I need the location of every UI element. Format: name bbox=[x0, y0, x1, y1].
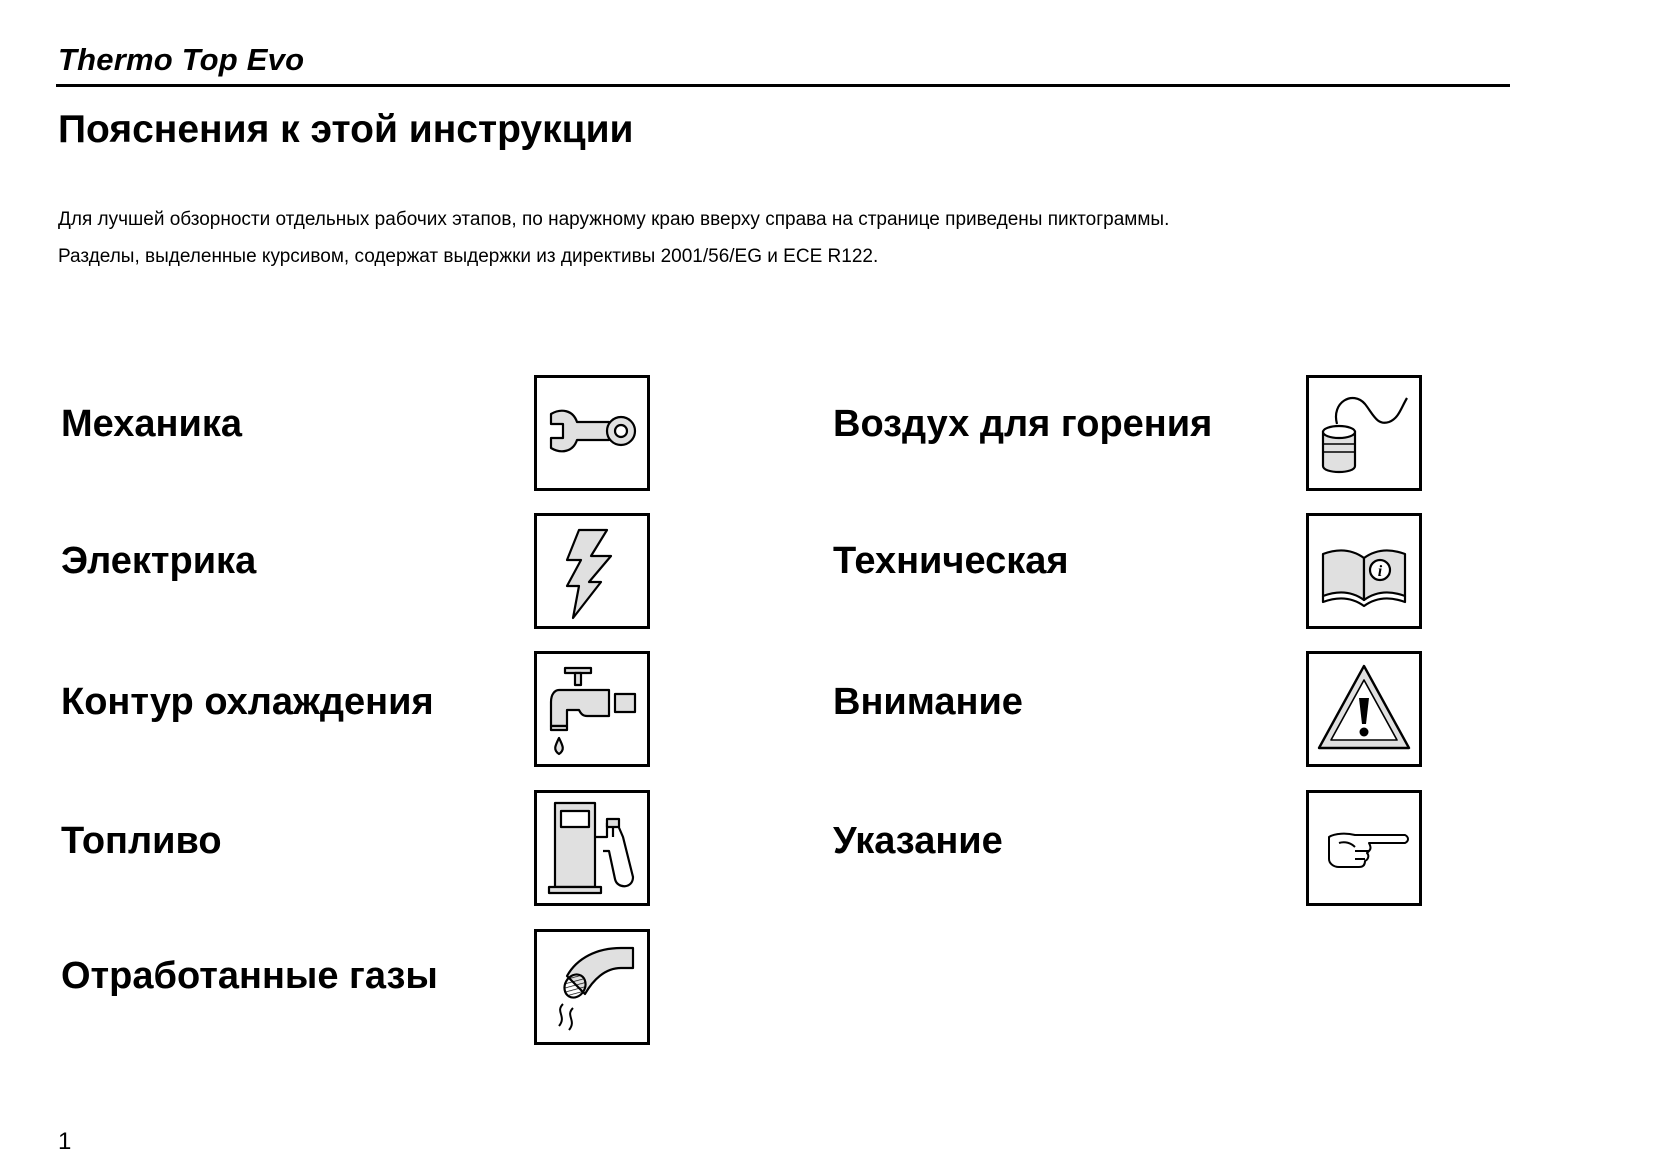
legend-label-technical: Техническая bbox=[833, 540, 1069, 582]
legend-label-fuel: Топливо bbox=[61, 820, 222, 862]
document-brand-title: Thermo Top Evo bbox=[58, 42, 305, 77]
legend-label-mechanics: Механика bbox=[61, 403, 243, 445]
warning-triangle-icon bbox=[1306, 651, 1422, 767]
legend-label-note: Указание bbox=[833, 820, 1003, 862]
water-tap-icon bbox=[534, 651, 650, 767]
lightning-icon bbox=[534, 513, 650, 629]
wrench-icon bbox=[534, 375, 650, 491]
intro-line-2: Разделы, выделенные курсивом, содержат выдержки из директивы 2001/56/EG и ECE R122. bbox=[58, 246, 879, 267]
fuel-pump-icon bbox=[534, 790, 650, 906]
page-title: Пояснения к этой инструкции bbox=[58, 108, 634, 151]
intro-line-1: Для лучшей обзорности отдельных рабочих этапов, по наружному краю вверху справа на странице приведены пиктограммы. bbox=[58, 209, 1170, 230]
legend-label-electrics: Электрика bbox=[61, 540, 257, 582]
header-rule bbox=[56, 84, 1510, 87]
info-book-icon bbox=[1306, 513, 1422, 629]
page-number: 1 bbox=[58, 1128, 72, 1155]
legend-label-combustion-air: Воздух для горения bbox=[833, 403, 1213, 445]
legend-label-exhaust-gases: Отработанные газы bbox=[61, 955, 438, 997]
air-intake-icon bbox=[1306, 375, 1422, 491]
svg-text:i: i bbox=[1377, 563, 1383, 580]
pointing-hand-icon bbox=[1306, 790, 1422, 906]
legend-label-attention: Внимание bbox=[833, 681, 1023, 723]
exhaust-pipe-icon bbox=[534, 929, 650, 1045]
legend-label-cooling-circuit: Контур охлаждения bbox=[61, 681, 434, 723]
